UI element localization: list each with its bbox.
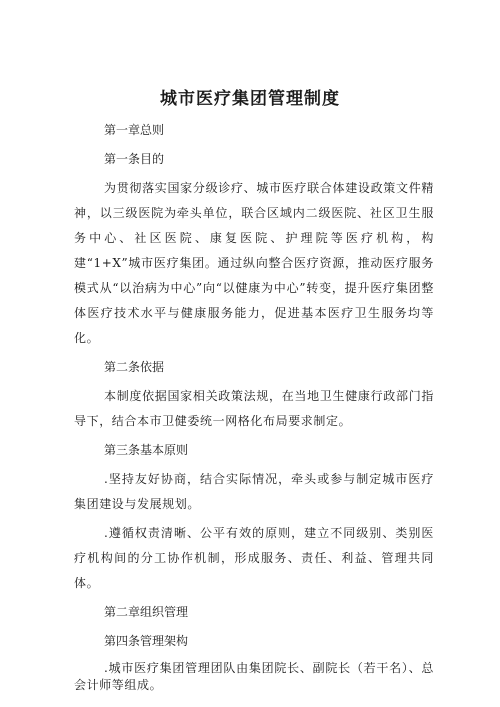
article-heading: 第四条管理架构 <box>104 634 189 648</box>
paragraph: .城市医疗集团管理团队由集团院长、副院长（若干名）、总会计师等组成。 <box>74 661 434 692</box>
chapter-heading: 第二章组织管理 <box>104 605 189 619</box>
paragraph: .遵循权责清晰、公平有效的原则，建立不同级别、类别医疗机构间的分工协作机制，形成服务、责任、利益、管理共同体。 <box>74 526 434 590</box>
document-body <box>74 118 434 698</box>
article-heading: 第三条基本原则 <box>104 443 189 457</box>
paragraph: 本制度依据国家相关政策法规，在当地卫生健康行政部门指导下，结合本市卫健委统一网格化布局要求制定。 <box>74 389 434 428</box>
document-title: 城市医疗集团管理制度 <box>160 89 340 109</box>
article-heading: 第二条依据 <box>104 360 165 374</box>
paragraph: 为贯彻落实国家分级诊疗、城市医疗联合体建设政策文件精神，以三级医院为牵头单位，联合区域内二级医院、社区卫生服务中心、社区医院、康复医院、护理院等医疗机构，构建“1+X”城市医疗集团。通过纵向整合医疗资源，推动医疗服务模式从“以治病为中心”向“以健康为中心”转变，提升医疗集团整体医疗技术水平与健康服务能力，促进基本医疗卫生服务均等化。 <box>74 181 434 345</box>
article-heading: 第一条目的 <box>104 152 165 166</box>
chapter-heading: 第一章总则 <box>104 123 165 137</box>
paragraph: .坚持友好协商，结合实际情况，牵头或参与制定城市医疗集团建设与发展规划。 <box>74 472 434 511</box>
